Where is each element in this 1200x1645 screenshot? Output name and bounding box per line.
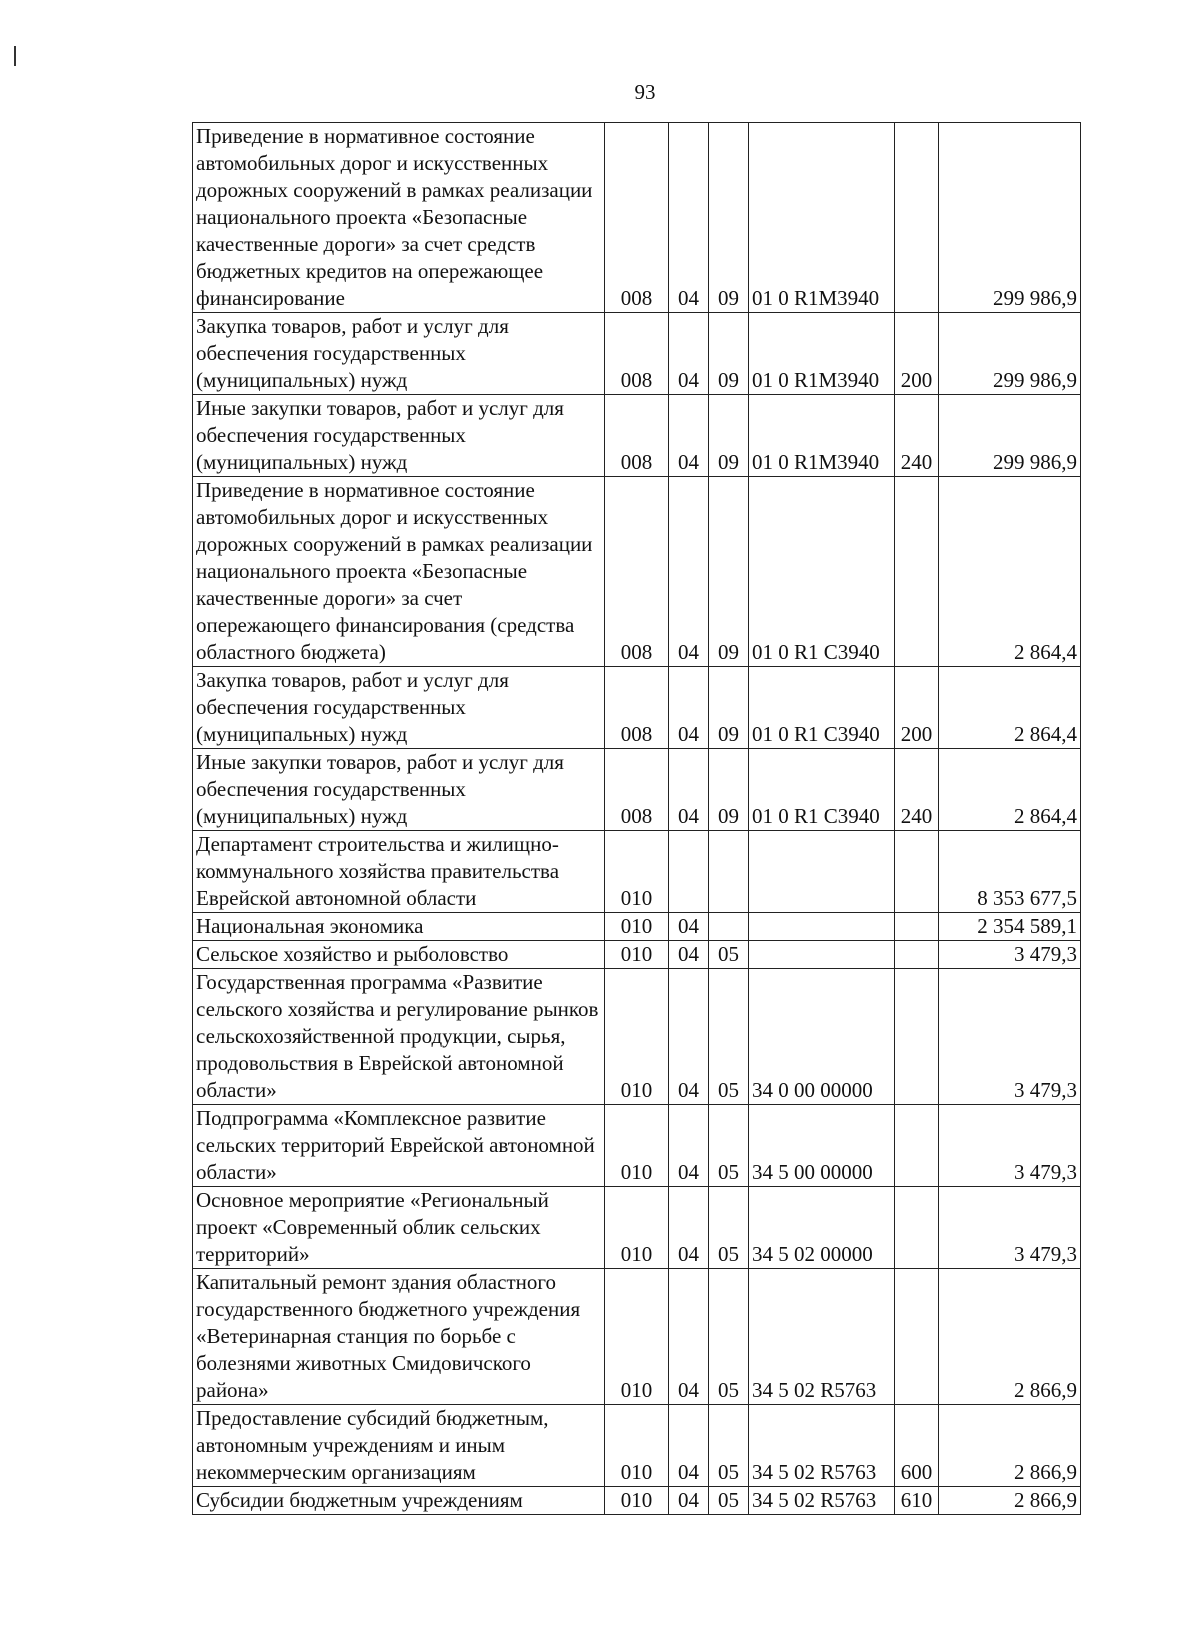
table-row — [193, 913, 1081, 941]
cell-subsection-code — [709, 831, 749, 913]
table-row — [193, 667, 1081, 749]
cell-subsection-code: 09 — [709, 667, 749, 749]
cell-subsection-code: 05 — [709, 1487, 749, 1515]
cell-expense-type — [895, 831, 939, 913]
cell-expense-type: 200 — [895, 313, 939, 395]
table-row — [193, 831, 1081, 913]
cell-section-code: 04 — [669, 395, 709, 477]
cell-amount: 8 353 677,5 — [939, 831, 1081, 913]
cell-ministry-code: 008 — [605, 749, 669, 831]
cell-name: Основное мероприятие «Региональный проект «Современный облик сельских территорий» — [193, 1187, 605, 1269]
cell-target-article — [749, 831, 895, 913]
cell-amount: 299 986,9 — [939, 395, 1081, 477]
cell-expense-type — [895, 941, 939, 969]
cell-ministry-code: 010 — [605, 1487, 669, 1515]
cell-section-code: 04 — [669, 1487, 709, 1515]
table-row — [193, 1105, 1081, 1187]
cell-name: Сельское хозяйство и рыболовство — [193, 941, 605, 969]
cell-ministry-code: 010 — [605, 913, 669, 941]
table-row — [193, 1405, 1081, 1487]
cell-ministry-code: 010 — [605, 1187, 669, 1269]
table-row — [193, 1187, 1081, 1269]
cell-amount: 3 479,3 — [939, 1187, 1081, 1269]
cell-target-article: 01 0 R1M3940 — [749, 395, 895, 477]
cell-section-code: 04 — [669, 123, 709, 313]
cell-section-code: 04 — [669, 969, 709, 1105]
budget-table-body — [193, 123, 1081, 1515]
table-row — [193, 313, 1081, 395]
cell-amount: 2 864,4 — [939, 667, 1081, 749]
cell-name: Иные закупки товаров, работ и услуг для обеспечения государственных (муниципальных) нужд — [193, 749, 605, 831]
cell-ministry-code: 008 — [605, 477, 669, 667]
cell-expense-type — [895, 477, 939, 667]
table-row — [193, 969, 1081, 1105]
cell-name: Департамент строительства и жилищно-коммунального хозяйства правительства Еврейской автономной области — [193, 831, 605, 913]
table-row — [193, 941, 1081, 969]
cell-name: Приведение в нормативное состояние автомобильных дорог и искусственных дорожных сооружений в рамках реализации национального проекта «Безопасные качественные дороги» за счет опережающего финансирования (средства областного бюджета) — [193, 477, 605, 667]
cell-amount: 3 479,3 — [939, 969, 1081, 1105]
cell-subsection-code: 05 — [709, 1405, 749, 1487]
cell-expense-type: 200 — [895, 667, 939, 749]
cell-section-code: 04 — [669, 749, 709, 831]
cell-ministry-code: 010 — [605, 941, 669, 969]
table-row — [193, 1487, 1081, 1515]
cell-amount: 299 986,9 — [939, 123, 1081, 313]
cell-name: Закупка товаров, работ и услуг для обеспечения государственных (муниципальных) нужд — [193, 667, 605, 749]
cell-section-code: 04 — [669, 313, 709, 395]
cell-expense-type — [895, 969, 939, 1105]
cell-subsection-code: 05 — [709, 1187, 749, 1269]
table-row — [193, 123, 1081, 313]
cell-target-article — [749, 941, 895, 969]
cell-amount: 2 354 589,1 — [939, 913, 1081, 941]
cell-target-article: 01 0 R1 C3940 — [749, 667, 895, 749]
table-row — [193, 1269, 1081, 1405]
cell-subsection-code: 05 — [709, 1105, 749, 1187]
cell-target-article: 01 0 R1 C3940 — [749, 749, 895, 831]
cell-subsection-code: 05 — [709, 1269, 749, 1405]
cell-section-code: 04 — [669, 1187, 709, 1269]
cell-amount: 3 479,3 — [939, 1105, 1081, 1187]
cell-amount: 3 479,3 — [939, 941, 1081, 969]
cell-amount: 299 986,9 — [939, 313, 1081, 395]
cell-ministry-code: 010 — [605, 969, 669, 1105]
cell-subsection-code: 05 — [709, 941, 749, 969]
cell-expense-type — [895, 913, 939, 941]
cell-section-code: 04 — [669, 913, 709, 941]
cell-ministry-code: 010 — [605, 1269, 669, 1405]
scan-artifact-mark — [14, 46, 16, 66]
cell-name: Подпрограмма «Комплексное развитие сельских территорий Еврейской автономной области» — [193, 1105, 605, 1187]
cell-expense-type: 240 — [895, 395, 939, 477]
cell-name: Субсидии бюджетным учреждениям — [193, 1487, 605, 1515]
cell-section-code: 04 — [669, 477, 709, 667]
cell-expense-type — [895, 1187, 939, 1269]
cell-section-code: 04 — [669, 1105, 709, 1187]
cell-subsection-code — [709, 913, 749, 941]
cell-amount: 2 864,4 — [939, 749, 1081, 831]
cell-target-article: 01 0 R1 C3940 — [749, 477, 895, 667]
cell-target-article: 01 0 R1M3940 — [749, 123, 895, 313]
cell-name: Капитальный ремонт здания областного государственного бюджетного учреждения «Ветеринарная станция по борьбе с болезнями животных Смидовичского района» — [193, 1269, 605, 1405]
cell-section-code: 04 — [669, 941, 709, 969]
cell-target-article: 34 5 02 R5763 — [749, 1269, 895, 1405]
cell-subsection-code: 09 — [709, 477, 749, 667]
cell-name: Национальная экономика — [193, 913, 605, 941]
cell-target-article: 34 5 00 00000 — [749, 1105, 895, 1187]
table-row — [193, 749, 1081, 831]
cell-ministry-code: 008 — [605, 667, 669, 749]
cell-ministry-code: 008 — [605, 395, 669, 477]
cell-amount: 2 866,9 — [939, 1487, 1081, 1515]
cell-name: Иные закупки товаров, работ и услуг для обеспечения государственных (муниципальных) нужд — [193, 395, 605, 477]
budget-table — [192, 122, 1081, 1515]
cell-expense-type — [895, 1105, 939, 1187]
cell-subsection-code: 05 — [709, 969, 749, 1105]
cell-name: Приведение в нормативное состояние автомобильных дорог и искусственных дорожных сооружений в рамках реализации национального проекта «Безопасные качественные дороги» за счет средств бюджетных кредитов на опережающее финансирование — [193, 123, 605, 313]
cell-subsection-code: 09 — [709, 395, 749, 477]
cell-ministry-code: 010 — [605, 1105, 669, 1187]
cell-ministry-code: 008 — [605, 313, 669, 395]
cell-subsection-code: 09 — [709, 123, 749, 313]
cell-expense-type: 600 — [895, 1405, 939, 1487]
cell-section-code: 04 — [669, 1405, 709, 1487]
cell-expense-type: 610 — [895, 1487, 939, 1515]
cell-name: Закупка товаров, работ и услуг для обеспечения государственных (муниципальных) нужд — [193, 313, 605, 395]
cell-ministry-code: 008 — [605, 123, 669, 313]
cell-target-article: 34 0 00 00000 — [749, 969, 895, 1105]
cell-target-article: 34 5 02 R5763 — [749, 1405, 895, 1487]
cell-name: Государственная программа «Развитие сельского хозяйства и регулирование рынков сельскохозяйственной продукции, сырья, продовольствия в Еврейской автономной области» — [193, 969, 605, 1105]
cell-name: Предоставление субсидий бюджетным, автономным учреждениям и иным некоммерческим организациям — [193, 1405, 605, 1487]
cell-expense-type — [895, 1269, 939, 1405]
cell-target-article: 34 5 02 00000 — [749, 1187, 895, 1269]
cell-amount: 2 866,9 — [939, 1405, 1081, 1487]
table-row — [193, 477, 1081, 667]
page-number: 93 — [634, 80, 656, 104]
cell-subsection-code: 09 — [709, 313, 749, 395]
table-row — [193, 395, 1081, 477]
cell-target-article: 01 0 R1M3940 — [749, 313, 895, 395]
cell-expense-type: 240 — [895, 749, 939, 831]
cell-ministry-code: 010 — [605, 1405, 669, 1487]
cell-target-article — [749, 913, 895, 941]
cell-amount: 2 864,4 — [939, 477, 1081, 667]
cell-target-article: 34 5 02 R5763 — [749, 1487, 895, 1515]
cell-section-code: 04 — [669, 1269, 709, 1405]
cell-expense-type — [895, 123, 939, 313]
cell-amount: 2 866,9 — [939, 1269, 1081, 1405]
cell-ministry-code: 010 — [605, 831, 669, 913]
cell-subsection-code: 09 — [709, 749, 749, 831]
cell-section-code: 04 — [669, 667, 709, 749]
cell-section-code — [669, 831, 709, 913]
